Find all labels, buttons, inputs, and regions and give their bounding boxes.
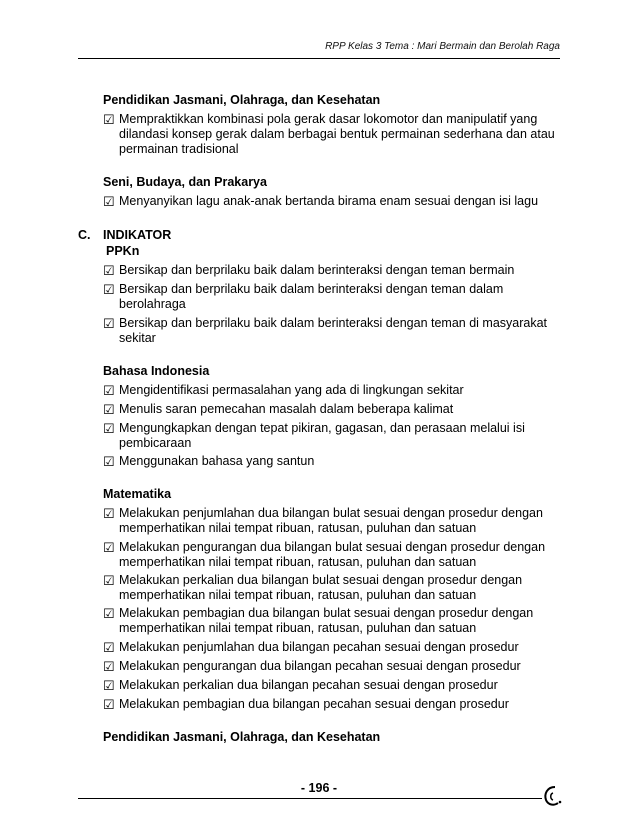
list-item: ☑ Melakukan pembagian dua bilangan pecahan sesuai dengan prosedur xyxy=(103,697,509,712)
checkbox-icon: ☑ xyxy=(103,573,115,588)
checkbox-icon: ☑ xyxy=(103,640,115,655)
checkbox-icon: ☑ xyxy=(103,659,115,674)
list-item: ☑ Mempraktikkan kombinasi pola gerak dasar lokomotor dan manipulatif yang dilandasi konsep gerak dalam berbagai bentuk permainan sederhana dan atau permainan tradisional xyxy=(103,112,555,156)
checkbox-icon: ☑ xyxy=(103,678,115,693)
list-item: ☑ Mengungkapkan dengan tepat pikiran, gagasan, dan perasaan melalui isi pembicaraan xyxy=(103,421,525,450)
list-item: ☑ Menulis saran pemecahan masalah dalam beberapa kalimat xyxy=(103,402,454,417)
list-item: ☑ Bersikap dan berprilaku baik dalam berinteraksi dengan teman di masyarakat sekitar xyxy=(103,316,548,345)
list-item: ☑ Mengidentifikasi permasalahan yang ada di lingkungan sekitar xyxy=(103,383,464,398)
list-item: ☑ Melakukan pengurangan dua bilangan pecahan sesuai dengan prosedur xyxy=(103,659,521,674)
list-item: ☑ Bersikap dan berprilaku baik dalam berinteraksi dengan teman dalam berolahraga xyxy=(103,282,504,311)
list-item: ☑ Melakukan penjumlahan dua bilangan pecahan sesuai dengan prosedur xyxy=(103,640,519,655)
checkbox-icon: ☑ xyxy=(103,263,115,278)
list-item: ☑ Melakukan penjumlahan dua bilangan bulat sesuai dengan prosedur dengan memperhatikan nilai tempat ribuan, ratusan, puluhan dan satuan xyxy=(103,506,543,535)
list-item: ☑ Melakukan perkalian dua bilangan pecahan sesuai dengan prosedur xyxy=(103,678,498,693)
section-title-pjok-2: Pendidikan Jasmani, Olahraga, dan Kesehatan xyxy=(103,730,381,744)
swirl-logo-icon xyxy=(541,784,565,808)
section-title-sbdp: Seni, Budaya, dan Prakarya xyxy=(103,175,267,189)
page-number: - 196 - xyxy=(300,781,338,795)
checkbox-icon: ☑ xyxy=(103,194,115,209)
checkbox-icon: ☑ xyxy=(103,697,115,712)
section-title-bindo: Bahasa Indonesia xyxy=(103,364,210,378)
checkbox-icon: ☑ xyxy=(103,540,115,555)
list-item: ☑ Bersikap dan berprilaku baik dalam berinteraksi dengan teman bermain xyxy=(103,263,515,278)
checkbox-icon: ☑ xyxy=(103,282,115,297)
checkbox-icon: ☑ xyxy=(103,506,115,521)
running-header: RPP Kelas 3 Tema : Mari Bermain dan Berolah Raga xyxy=(325,41,560,52)
section-title-pjok: Pendidikan Jasmani, Olahraga, dan Kesehatan xyxy=(103,93,381,107)
footer-rule xyxy=(78,798,542,799)
checkbox-icon: ☑ xyxy=(103,606,115,621)
list-item: ☑ Melakukan perkalian dua bilangan bulat sesuai dengan prosedur dengan memperhatikan nilai tempat ribuan, ratusan, puluhan dan satuan xyxy=(103,573,523,602)
list-item: ☑ Menggunakan bahasa yang santun xyxy=(103,454,315,469)
section-title-ppkn: PPKn xyxy=(106,244,140,258)
checkbox-icon: ☑ xyxy=(103,112,115,127)
checkbox-icon: ☑ xyxy=(103,316,115,331)
checkbox-icon: ☑ xyxy=(103,421,115,436)
header-rule xyxy=(78,58,560,59)
list-item: ☑ Melakukan pengurangan dua bilangan bulat sesuai dengan prosedur dengan memperhatikan nilai tempat ribuan, ratusan, puluhan dan satuan xyxy=(103,540,546,569)
list-item: ☑ Melakukan pembagian dua bilangan bulat sesuai dengan prosedur dengan memperhatikan nilai tempat ribuan, ratusan, puluhan dan satuan xyxy=(103,606,534,635)
checkbox-icon: ☑ xyxy=(103,454,115,469)
list-item: ☑ Menyanyikan lagu anak-anak bertanda birama enam sesuai dengan isi lagu xyxy=(103,194,539,209)
section-letter: C. xyxy=(78,228,91,242)
checkbox-icon: ☑ xyxy=(103,402,115,417)
section-title-indikator: INDIKATOR xyxy=(103,228,172,242)
checkbox-icon: ☑ xyxy=(103,383,115,398)
section-title-matematika: Matematika xyxy=(103,487,172,501)
